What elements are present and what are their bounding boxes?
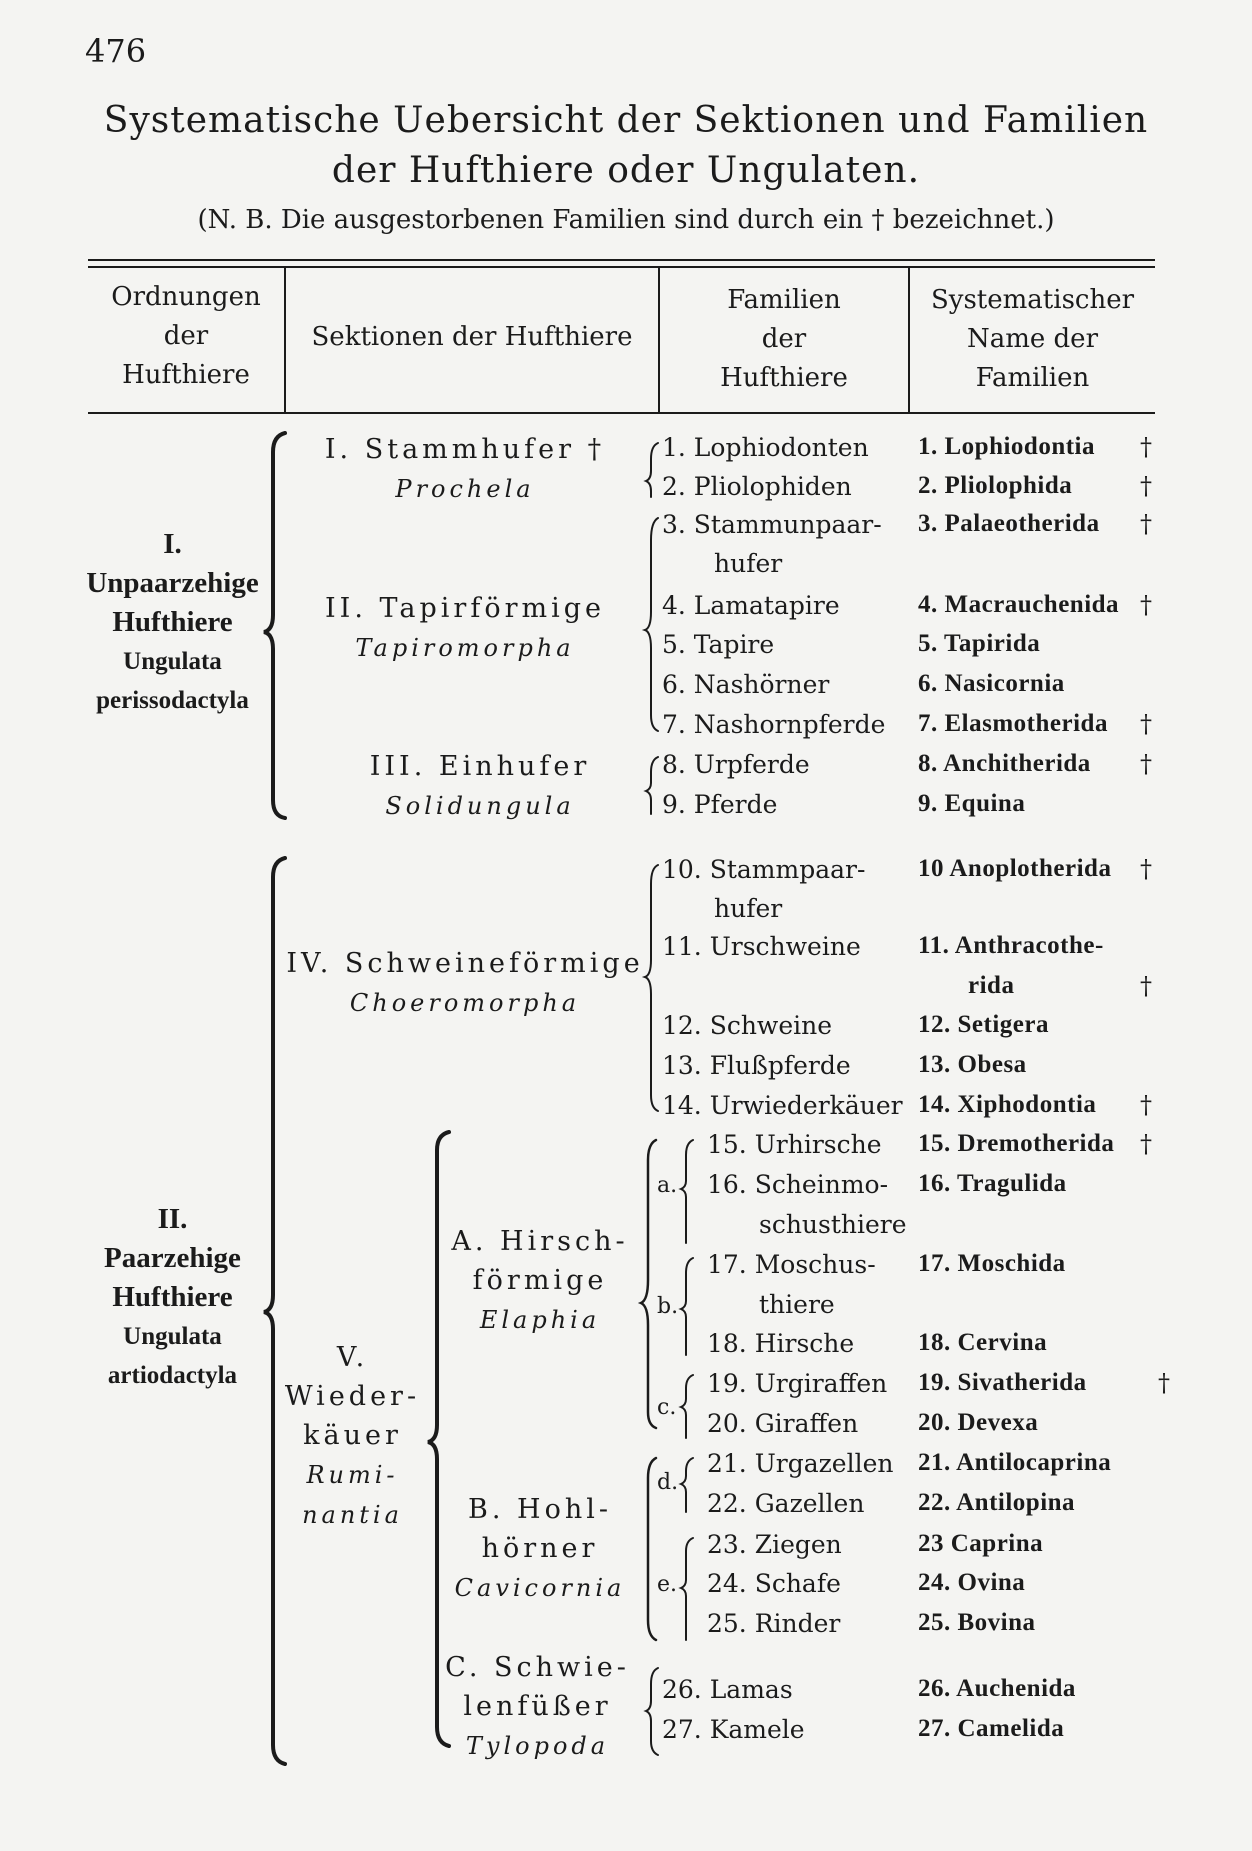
order-name: Paarzehige [104, 1242, 241, 1274]
family-name: 7. Nashornpferde [662, 710, 886, 739]
family-name: 22. Gazellen [707, 1489, 865, 1518]
family-name: 17. Moschus- [707, 1250, 876, 1279]
systematic-name: 26. Auchenida [918, 1675, 1076, 1702]
extinct-dagger-icon: † [1140, 710, 1152, 738]
family-name: 14. Urwiederkäuer [662, 1091, 903, 1120]
group-label-b: b. [657, 1294, 679, 1319]
systematic-name: 9. Equina [918, 790, 1026, 817]
extinct-dagger-icon: † [1140, 1091, 1152, 1119]
family-name-continued: hufer [714, 549, 783, 578]
systematic-name: 4. Macrauchenida [918, 591, 1120, 618]
systematic-name: 17. Moschida [918, 1250, 1066, 1277]
systematic-name: 27. Camelida [918, 1715, 1065, 1742]
page-number: 476 [85, 32, 147, 70]
family-name: 23. Ziegen [707, 1530, 842, 1559]
systematic-name: 21. Antilocaprina [918, 1449, 1112, 1476]
section-latin: Tapiromorpha [355, 634, 575, 662]
family-name: 5. Tapire [662, 630, 775, 659]
header-text: Name der [966, 324, 1098, 354]
title-line-2: der Hufthiere oder Ungulaten. [331, 150, 921, 191]
header-text: Familien [727, 285, 841, 315]
systematic-name: 3. Palaeotherida [918, 510, 1100, 537]
family-name: 26. Lamas [662, 1675, 793, 1704]
extinct-note: (N. B. Die ausgestorbenen Familien sind durch ein † bezeichnet.) [197, 205, 1055, 235]
group-label-d: d. [657, 1470, 679, 1495]
extinct-dagger-icon: † [1140, 472, 1152, 500]
family-name: 1. Lophiodonten [662, 433, 869, 462]
family-name: 20. Giraffen [707, 1409, 859, 1438]
family-name: 13. Flußpferde [662, 1051, 851, 1080]
order-latin: Ungulata [123, 648, 222, 675]
systematic-name: 25. Bovina [918, 1609, 1036, 1636]
extinct-dagger-icon: † [1140, 855, 1152, 883]
systematic-name: 15. Dremotherida [918, 1130, 1115, 1157]
family-name: 3. Stammunpaar- [662, 510, 882, 539]
extinct-dagger-icon: † [1158, 1369, 1170, 1397]
family-name: 6. Nashörner [662, 670, 830, 699]
family-name: 11. Urschweine [662, 932, 861, 961]
subsection-name: lenfüßer [463, 1691, 612, 1722]
order-latin: Ungulata [123, 1323, 222, 1350]
header-text: der [761, 324, 807, 354]
header-text: Hufthiere [720, 363, 848, 393]
family-name: 4. Lamatapire [662, 591, 840, 620]
section-name: III. Einhufer [369, 751, 591, 782]
extinct-dagger-icon: † [1140, 1130, 1152, 1158]
systematic-name: 5. Tapirida [918, 630, 1041, 657]
family-name: 2. Pliolophiden [662, 472, 852, 501]
order-number: II. [157, 1203, 188, 1235]
systematic-name: 10 Anoplotherida [918, 855, 1112, 882]
section-latin: Prochela [395, 475, 535, 503]
order-name: Hufthiere [112, 1281, 233, 1313]
title-line-1: Systematische Uebersicht der Sektionen und Familien [103, 100, 1149, 141]
family-name-continued: thiere [759, 1290, 835, 1319]
systematic-name: 8. Anchitherida [918, 750, 1091, 777]
systematic-name: 13. Obesa [918, 1051, 1027, 1078]
systematic-name: 24. Ovina [918, 1569, 1026, 1596]
subsection-latin: Tylopoda [465, 1732, 610, 1760]
family-name: 8. Urpferde [662, 750, 810, 779]
family-name: 21. Urgazellen [707, 1449, 894, 1478]
subsection-name: C. Schwie- [445, 1652, 630, 1683]
systematic-name: 23 Caprina [918, 1530, 1044, 1557]
group-label-c: c. [657, 1395, 677, 1420]
subsection-latin: Cavicornia [454, 1574, 626, 1602]
family-name: 10. Stammpaar- [662, 855, 866, 884]
family-name: 25. Rinder [707, 1609, 841, 1638]
header-sections: Sektionen der Hufthiere [311, 322, 633, 352]
subsection-name: A. Hirsch- [451, 1226, 629, 1257]
systematic-name: 22. Antilopina [918, 1489, 1076, 1516]
section-latin: Choeromorpha [349, 989, 581, 1017]
family-name: 16. Scheinmo- [707, 1170, 889, 1199]
systematic-name: 19. Sivatherida [918, 1369, 1087, 1396]
header-text: Ordnungen [111, 282, 261, 312]
systematic-name: 6. Nasicornia [918, 670, 1065, 697]
family-name-continued: hufer [714, 894, 783, 923]
section-latin: Rumi- [306, 1461, 399, 1489]
subsection-name: B. Hohl- [468, 1494, 612, 1525]
systematic-name: 14. Xiphodontia [918, 1091, 1097, 1118]
section-name: käuer [303, 1420, 402, 1451]
extinct-dagger-icon: † [1140, 972, 1152, 1000]
systematic-name: 11. Anthracothe- [918, 932, 1104, 959]
systematic-name: 18. Cervina [918, 1329, 1048, 1356]
systematic-name: 2. Pliolophida [918, 472, 1073, 499]
family-name: 27. Kamele [662, 1715, 805, 1744]
group-label-e: e. [657, 1572, 678, 1597]
extinct-dagger-icon: † [1140, 510, 1152, 538]
systematic-name: 12. Setigera [918, 1011, 1049, 1038]
section-name: IV. Schweineförmige [286, 948, 644, 979]
family-name: 19. Urgiraffen [707, 1369, 888, 1398]
extinct-dagger-icon: † [1140, 591, 1152, 619]
order-name: Hufthiere [112, 606, 233, 638]
section-name: II. Tapirförmige [325, 593, 605, 624]
order-latin: artiodactyla [107, 1362, 238, 1389]
section-latin: Solidungula [385, 792, 575, 820]
family-name: 18. Hirsche [707, 1329, 855, 1358]
subsection-latin: Elaphia [479, 1306, 601, 1334]
extinct-dagger-icon: † [1140, 433, 1152, 461]
header-text: der [163, 321, 209, 351]
group-label-a: a. [657, 1173, 678, 1198]
section-name: I. Stammhufer † [324, 434, 606, 465]
systematic-name: 20. Devexa [918, 1409, 1039, 1436]
section-latin: nantia [302, 1501, 403, 1529]
family-name: 15. Urhirsche [707, 1130, 882, 1159]
systematic-name: 1. Lophiodontia [918, 433, 1096, 460]
section-name: Wieder- [284, 1381, 421, 1412]
extinct-dagger-icon: † [1140, 750, 1152, 778]
header-text: Hufthiere [122, 360, 250, 390]
systematic-name-continued: rida [968, 972, 1015, 999]
order-number: I. [163, 528, 182, 560]
subsection-name: förmige [472, 1265, 608, 1296]
header-text: Familien [975, 363, 1090, 393]
section-name: V. [336, 1342, 369, 1373]
header-text: Systematischer [930, 285, 1135, 315]
family-name: 9. Pferde [662, 790, 778, 819]
family-name: 24. Schafe [707, 1569, 841, 1598]
family-name: 12. Schweine [662, 1011, 833, 1040]
systematic-name: 7. Elasmotherida [918, 710, 1108, 737]
family-name-continued: schusthiere [759, 1210, 907, 1239]
subsection-name: hörner [481, 1533, 599, 1564]
order-name: Unpaarzehige [86, 567, 259, 599]
systematic-name: 16. Tragulida [918, 1170, 1067, 1197]
order-latin: perissodactyla [96, 687, 249, 714]
